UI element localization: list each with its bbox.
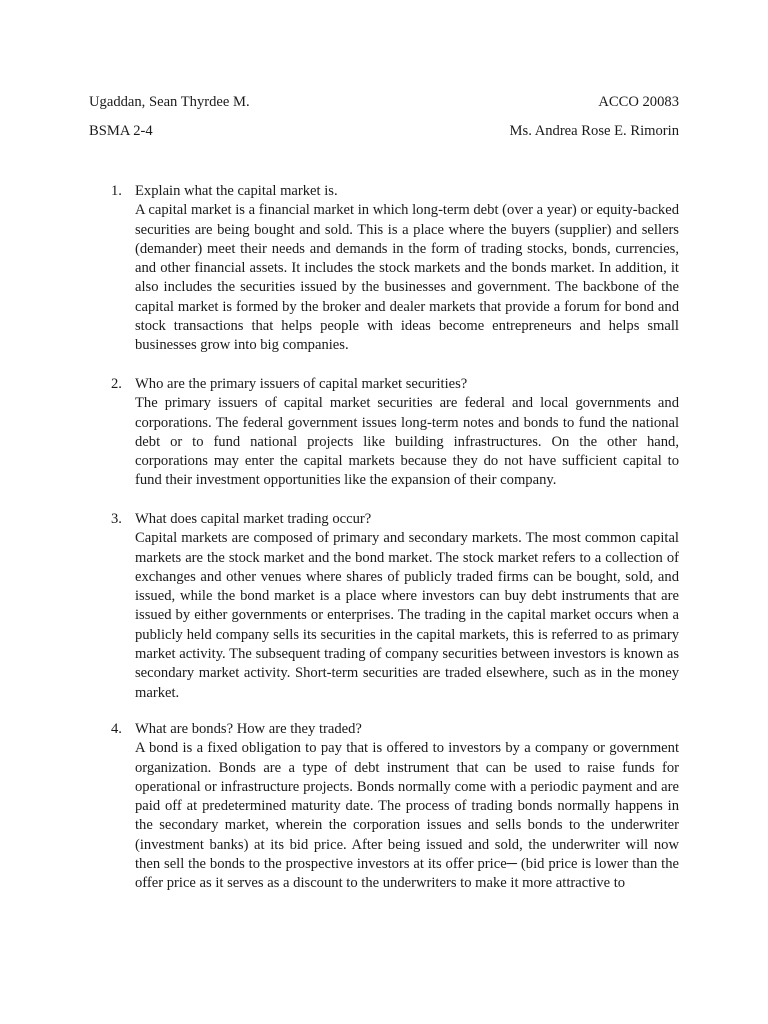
question-text: Who are the primary issuers of capital market securities? [135, 376, 468, 392]
question-number: 3. [111, 511, 122, 527]
question-item-3 [111, 510, 679, 703]
question-text: What are bonds? How are they traded? [135, 721, 362, 737]
answer-paragraph: Capital markets are composed of primary and secondary markets. The most common capital markets are the stock market and the bond market. The stock market refers to a collection of exchanges and other venues where shares of publicly traded firms can be bought, sold, and issued, while the bond market is a place where investors can buy debt instruments that are issued by either governments or enterprises. The trading in the capital market occurs when a publicly held company sells its securities in the capital markets, this is referred to as primary market activity. The subsequent trading of company securities between investors is known as secondary market activity. Short-term securities are traded elsewhere, such as in the money market. [135, 530, 679, 701]
answer-paragraph: The primary issuers of capital market securities are federal and local governments and corporations. The federal government issues long-term notes and bonds to fund the national debt or to fund national projects like building infrastructures. On the other hand, corporations may enter the capital markets because they do not have sufficient capital to fund their investment opportunities like the expansion of their company. [135, 395, 679, 489]
course-code: ACCO 20083 [598, 94, 679, 110]
answer-paragraph: A capital market is a financial market in which long-term debt (over a year) or equity-backed securities are being bought and sold. This is a place where the buyers (supplier) and sellers (demander) meet their needs and demands in the form of trading stocks, bonds, currencies, and other financial assets. It includes the stock markets and the bonds market. In addition, it also includes the securities issued by the businesses and government. The backbone of the capital market is formed by the broker and dealer markets that provide a forum for bond and stock transactions that helps people with ideas become entrepreneurs and helps small businesses grow into big companies. [135, 202, 679, 354]
student-name: Ugaddan, Sean Thyrdee M. [89, 94, 250, 110]
question-item-1 [111, 182, 679, 356]
question-item-2 [111, 375, 679, 491]
question-item-4 [111, 720, 679, 894]
header-row-1 [89, 93, 679, 111]
question-number: 4. [111, 721, 122, 737]
answer-paragraph: A bond is a fixed obligation to pay that is offered to investors by a company or government organization. Bonds are a type of debt instrument that can be used to raise funds for operational or infrastructure projects. Bonds normally come with a periodic payment and are paid off at predetermined maturity date. The process of trading bonds normally happens in the secondary market, wherein the corporation issues and sells bonds to the underwriter (investment banks) at its bid price. After being issued and sold, the underwriter will now then sell the bonds to the prospective investors at its offer price─ (bid price is lower than the offer price as it serves as a discount to the underwriters to make it more attractive to [135, 740, 679, 892]
question-text: What does capital market trading occur? [135, 511, 372, 527]
instructor-name: Ms. Andrea Rose E. Rimorin [509, 123, 679, 139]
section: BSMA 2-4 [89, 123, 153, 139]
question-number: 2. [111, 376, 122, 392]
question-text: Explain what the capital market is. [135, 183, 338, 199]
question-number: 1. [111, 183, 122, 199]
header-row-2 [89, 122, 679, 140]
